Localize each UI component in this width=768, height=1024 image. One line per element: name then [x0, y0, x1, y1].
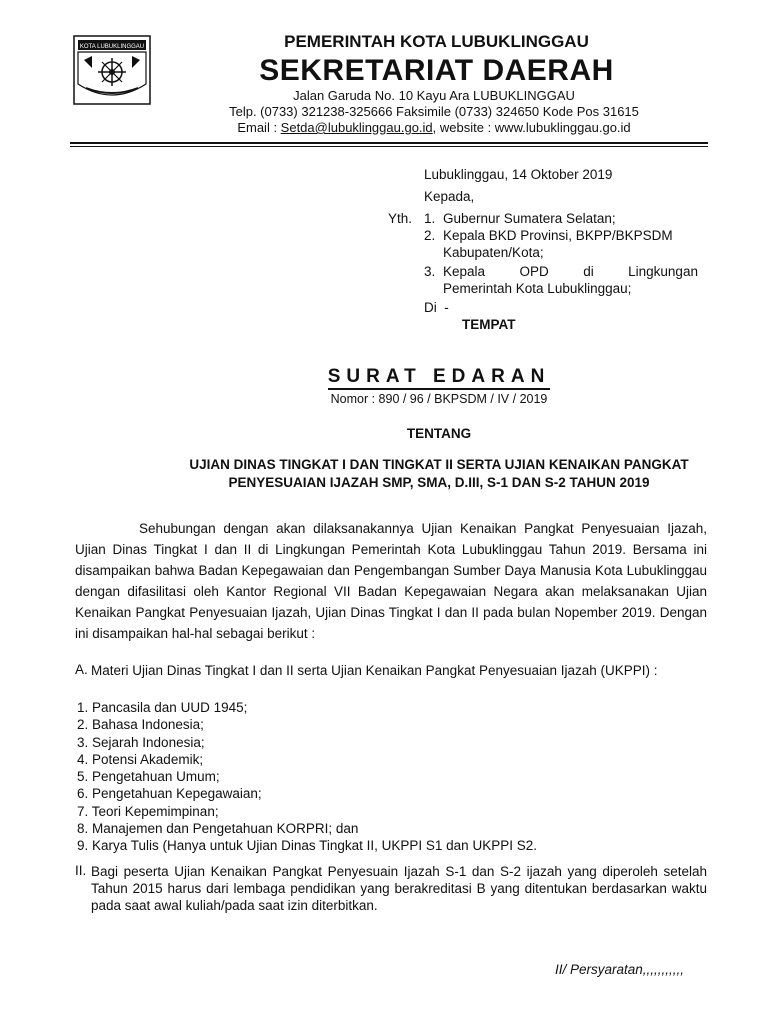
document-title [0, 366, 768, 388]
recipient-num-2: 2. [424, 228, 436, 243]
list-item: 5. Pengetahuan Umum; [77, 769, 220, 785]
tentang-label: TENTANG [406, 426, 472, 441]
continuation-note: II/ Persyaratan,,,,,,,,,,, [555, 962, 685, 977]
list-item: 9. Karya Tulis (Hanya untuk Ujian Dinas Tingkat II, UKPPI S1 dan UKPPI S2. [77, 838, 537, 854]
di-label: Di - [424, 300, 449, 315]
recipient-2-line2: Kabupaten/Kota; [443, 245, 544, 260]
list-item: 4. Potensi Akademik; [77, 751, 204, 767]
body-paragraph-text: Sehubungan dengan akan dilaksanakannya Ujian Kenaikan Pangkat Penyesuaian Ijazah, Ujian Dinas Tingkat I dan II di Lingkungan Pemerintah Kota Lubuklinggau Tahun 2019. Bersama ini disampaikan bahwa Badan Kepegawaian dan Pengembangan Sumber Daya Manusia Kota Lubuklinggau dengan difasilitasi oleh Kantor Regional VII Badan Kepegawaian Negara akan melaksanakan Ujian Kenaikan Pangkat Penyesuaian Ijazah, Ujian Dinas Tingkat I dan II pada bulan Nopember 2019. Dengan ini disampaikan hal-hal sebagai berikut : [75, 521, 707, 641]
tempat-label: TEMPAT [462, 317, 516, 332]
list-item: 2. Bahasa Indonesia; [77, 717, 204, 733]
recipient-3-line2: Pemerintah Kota Lubuklinggau; [443, 281, 632, 296]
letterhead-contact [0, 120, 768, 135]
place-date: Lubuklinggau, 14 Oktober 2019 [424, 167, 613, 182]
materi-list [77, 699, 537, 855]
letterhead-address: Jalan Garuda No. 10 Kayu Ara LUBUKLINGGAU [293, 88, 575, 103]
body-paragraph [75, 518, 707, 644]
letterhead-office: SEKRETARIAT DAERAH [259, 54, 614, 87]
list-item: 7. Teori Kepemimpinan; [77, 803, 219, 819]
website-text: , website : www.lubuklinggau.go.id [432, 120, 631, 135]
list-item: 3. Sejarah Indonesia; [77, 734, 205, 750]
recipient-1: Gubernur Sumatera Selatan; [443, 211, 616, 226]
recipient-2-line1: Kepala BKD Provinsi, BKPP/BKPSDM [443, 228, 673, 243]
letterhead-phone: Telp. (0733) 321238-325666 Faksimile (0733) 324650 Kode Pos 31615 [229, 104, 639, 119]
recipient-3-word: OPD [519, 264, 549, 279]
email-link[interactable]: Setda@lubuklinggau.go.id [280, 120, 433, 135]
recipient-3-word: Lingkungan [628, 264, 698, 279]
document-title-text: SURAT EDARAN [328, 366, 551, 390]
yth-label: Yth. [388, 211, 413, 226]
list-item: 1. Pancasila dan UUD 1945; [77, 700, 248, 715]
section-b-letter: II. [75, 863, 87, 878]
header-rule-thick [70, 142, 708, 144]
list-item: 8. Manajemen dan Pengetahuan KORPRI; dan [77, 821, 359, 837]
document-number: Nomor : 890 / 96 / BKPSDM / IV / 2019 [330, 392, 548, 406]
recipient-3-line1 [443, 263, 698, 280]
letterhead-government: PEMERINTAH KOTA LUBUKLINGGAU [284, 32, 589, 51]
section-b-text: Bagi peserta Ujian Kenaikan Pangkat Penyesuain Ijazah S-1 dan S-2 ijazah yang diperoleh setelah Tahun 2015 harus dari lembaga pendidikan yang berakreditasi B yang ditentukan berdasarkan waktu pada saat awal kuliah/pada saat izin diterbitkan. [91, 864, 707, 913]
list-item: 6. Pengetahuan Kepegawaian; [77, 786, 262, 802]
recipient-3-word: Kepala [443, 264, 486, 279]
section-a-text: Materi Ujian Dinas Tingkat I dan II serta Ujian Kenaikan Pangkat Penyesuaian Ijazah (UKPPI) : [91, 663, 658, 678]
subject-line-2: PENYESUAIAN IJAZAH SMP, SMA, D.III, S-1 DAN S-2 TAHUN 2019 [228, 475, 650, 490]
recipient-num-3: 3. [424, 264, 436, 279]
subject-line-1: UJIAN DINAS TINGKAT I DAN TINGKAT II SERTA UJIAN KENAIKAN PANGKAT [189, 457, 689, 472]
section-a-letter: A. [75, 662, 88, 677]
kepada-label: Kepada, [424, 189, 475, 204]
email-label: Email : [237, 120, 281, 135]
header-rule-thin [70, 146, 708, 147]
recipient-3-word: di [583, 264, 594, 279]
recipient-num-1: 1. [424, 211, 436, 226]
svg-text:KOTA LUBUKLINGGAU: KOTA LUBUKLINGGAU [79, 44, 145, 50]
